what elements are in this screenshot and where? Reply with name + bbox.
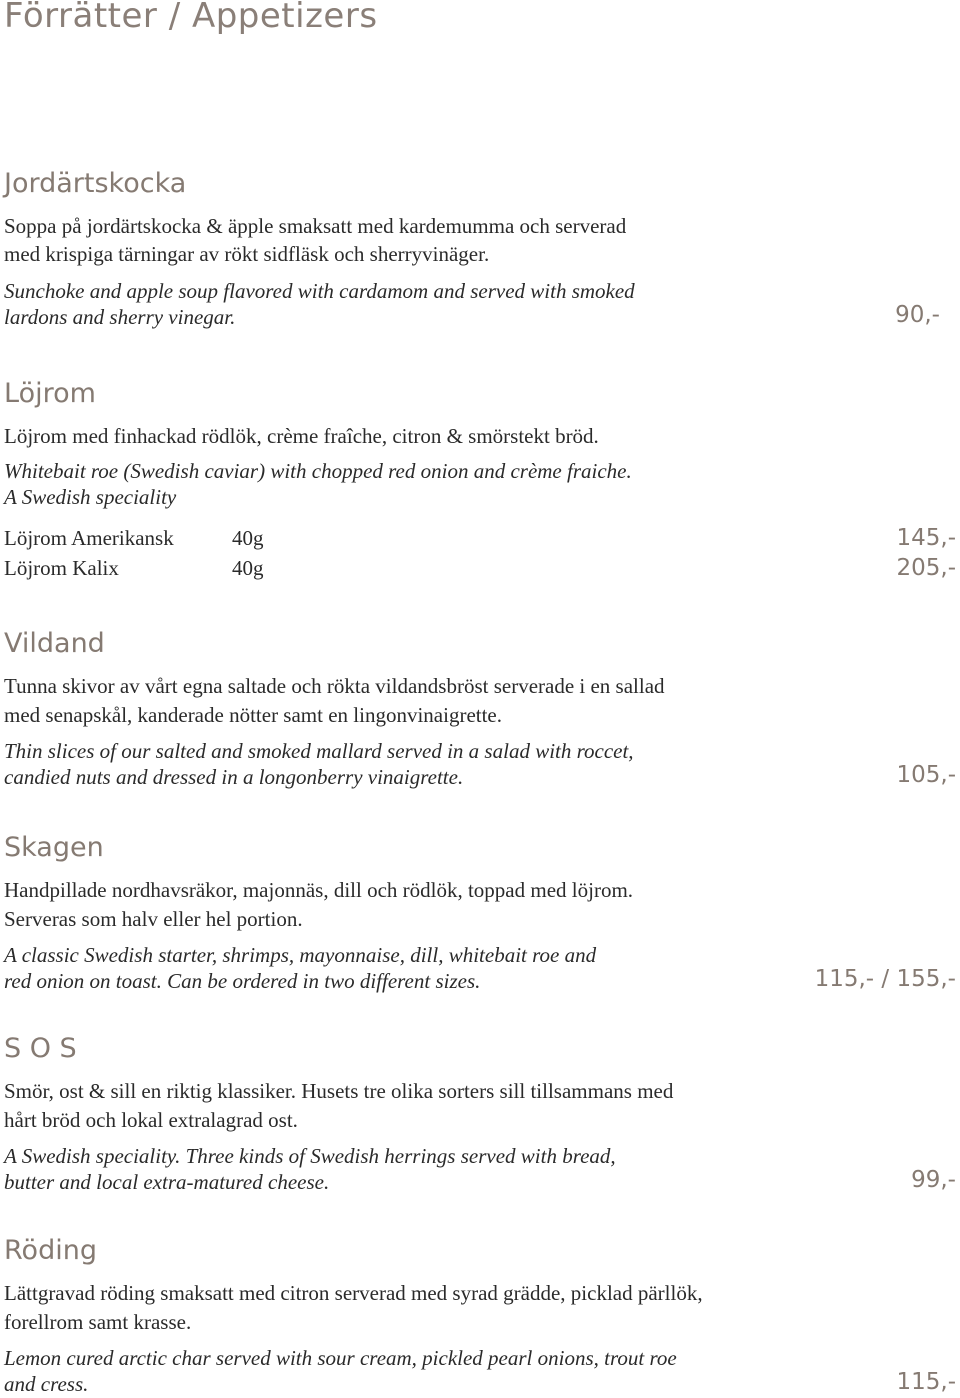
description-english-line: Whitebait roe (Swedish caviar) with chopped red onion and crème fraiche. <box>4 459 632 483</box>
description-swedish-line: forellrom samt krasse. <box>4 1310 192 1334</box>
dish-name: Jordärtskocka <box>4 168 187 199</box>
description-swedish-line: hårt bröd och lokal extralagrad ost. <box>4 1108 298 1132</box>
dish-price: 115,- / 155,- <box>814 966 956 992</box>
description-english-line: Thin slices of our salted and smoked mallard served in a salad with roccet, <box>4 739 634 763</box>
description-swedish-line: Lättgravad röding smaksatt med citron serverad med syrad grädde, picklad pärllök, <box>4 1281 703 1305</box>
dish-name: Skagen <box>4 832 104 863</box>
description-swedish-line: med senapskål, kanderade nötter samt en lingonvinaigrette. <box>4 703 503 727</box>
menu-item-skagen <box>4 832 956 1012</box>
menu-item-vildand <box>4 628 956 808</box>
variant-price: 145,- <box>896 525 956 551</box>
description-english-line: A classic Swedish starter, shrimps, mayonnaise, dill, whitebait roe and <box>4 943 597 967</box>
description-swedish-line: Smör, ost & sill en riktig klassiker. Husets tre olika sorters sill tillsammans med <box>4 1079 674 1103</box>
description-english-line: lardons and sherry vinegar. <box>4 305 236 329</box>
dish-name: Röding <box>4 1235 97 1266</box>
variant-weight: 40g <box>232 526 264 550</box>
variant-price: 205,- <box>896 555 956 581</box>
description-english-line: A Swedish speciality. Three kinds of Swedish herrings served with bread, <box>4 1144 616 1168</box>
dish-price: 105,- <box>896 762 956 788</box>
dish-name: Vildand <box>4 628 105 659</box>
variant-weight: 40g <box>232 556 264 580</box>
description-english-line: red onion on toast. Can be ordered in two different sizes. <box>4 969 481 993</box>
dish-price: 90,- <box>895 302 940 328</box>
variant-name: Löjrom Amerikansk <box>4 526 174 550</box>
menu-item-roding <box>4 1235 956 1398</box>
description-swedish-line: med krispiga tärningar av rökt sidfläsk och sherryvinäger. <box>4 242 490 266</box>
dish-price: 115,- <box>896 1369 956 1395</box>
dish-price: 99,- <box>911 1167 956 1193</box>
description-swedish-line: Handpillade nordhavsräkor, majonnäs, dill och rödlök, toppad med löjrom. <box>4 878 634 902</box>
description-english-line: Lemon cured arctic char served with sour cream, pickled pearl onions, trout roe <box>4 1346 677 1370</box>
menu-item-sos <box>4 1033 956 1213</box>
dish-name: Löjrom <box>4 378 96 409</box>
menu-item-jordartskocka <box>4 168 956 348</box>
description-english-line: A Swedish speciality <box>4 485 177 509</box>
page-title: Förrätter / Appetizers <box>4 0 378 36</box>
description-swedish-line: Soppa på jordärtskocka & äpple smaksatt med kardemumma och serverad <box>4 214 627 238</box>
menu-item-lojrom <box>4 378 956 588</box>
description-english-line: candied nuts and dressed in a longonberry vinaigrette. <box>4 765 464 789</box>
description-swedish-line: Löjrom med finhackad rödlök, crème fraîche, citron & smörstekt bröd. <box>4 424 599 448</box>
description-swedish-line: Serveras som halv eller hel portion. <box>4 907 303 931</box>
description-english-line: butter and local extra-matured cheese. <box>4 1170 330 1194</box>
description-english-line: Sunchoke and apple soup flavored with cardamom and served with smoked <box>4 279 635 303</box>
description-swedish-line: Tunna skivor av vårt egna saltade och rökta vildandsbröst serverade i en sallad <box>4 674 665 698</box>
description-english-line: and cress. <box>4 1372 89 1396</box>
variant-name: Löjrom Kalix <box>4 556 119 580</box>
dish-name: S O S <box>4 1033 77 1064</box>
